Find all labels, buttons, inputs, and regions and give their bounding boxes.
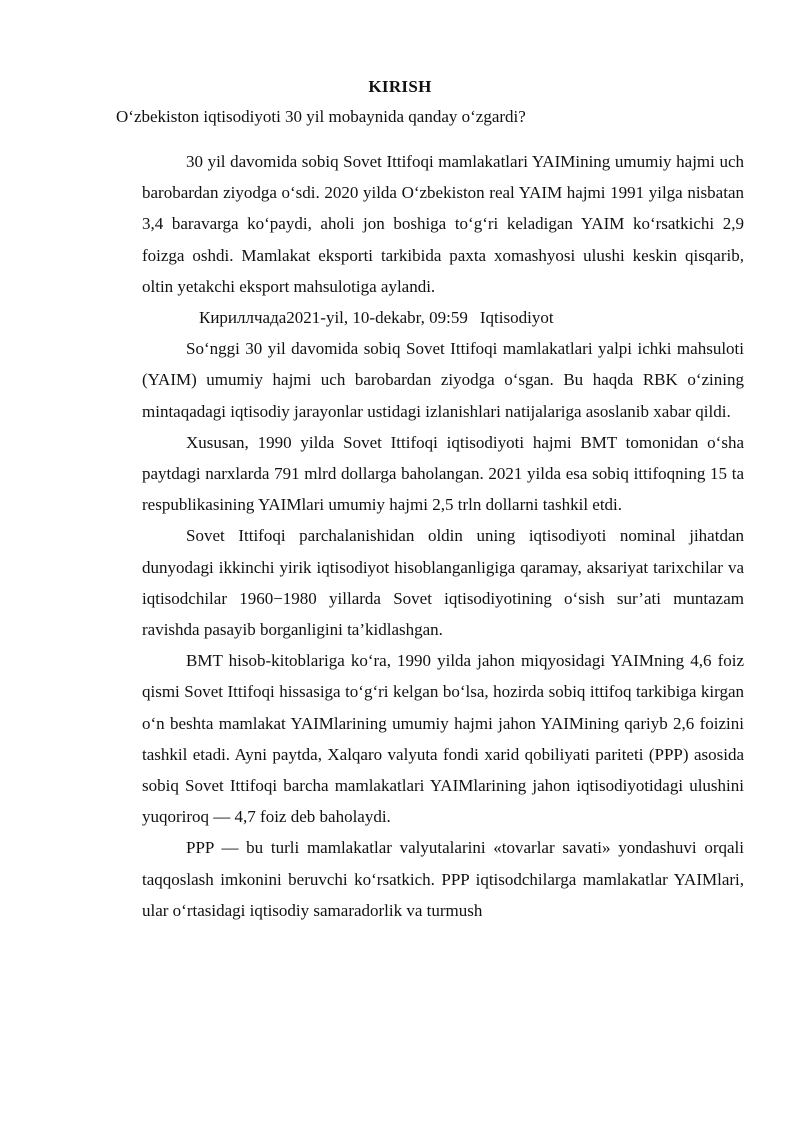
intro-paragraph: 30 yil davomida sobiq Sovet Ittifoqi mamlakatlari YAIMining umumiy hajmi uch barobardan ziyodga o‘sdi. 2020 yilda O‘zbekiston real YAIM hajmi 1991 yilga nisbatan 3,4 baravarga ko‘paydi, aholi jon boshiga to‘g‘ri keladigan YAIM ko‘rsatkichi 2,9 foizga oshdi. Mamlakat eksporti tarkibida paxta xomashyosi ulushi keskin qisqarib, oltin yetakchi eksport mahsulotiga aylandi.: [142, 152, 744, 296]
article-meta: [142, 302, 744, 333]
section-question: O‘zbekiston iqtisodiyoti 30 yil mobaynida qanday o‘zgardi?: [116, 107, 526, 126]
article-paragraph: Xususan, 1990 yilda Sovet Ittifoqi iqtisodiyoti hajmi BMT tomonidan o‘sha paytdagi narxlarda 791 mlrd dollarga baholangan. 2021 yilda esa sobiq ittifoqning 15 ta respublikasining YAIMlari umumiy hajmi 2,5 trln dollarni tashkil etdi.: [142, 432, 744, 515]
article-date: 2021-yil, 10-dekabr, 09:59: [286, 308, 468, 328]
article-paragraph: Sovet Ittifoqi parchalanishidan oldin uning iqtisodiyoti nominal jihatdan dunyodagi ikkinchi yirik iqtisodiyot hisoblanganligiga qaramay, aksariyat tarixchilar va iqtisodchilar 1960−1980 yillarda Sovet iqtisodiyotining o‘sish sur’ati muntazam ravishda pasayib borganligini ta’kidlashgan.: [142, 526, 744, 640]
document-body: [142, 146, 744, 926]
article-paragraph: So‘nggi 30 yil davomida sobiq Sovet Ittifoqi mamlakatlari yalpi ichki mahsuloti (YAIM) umumiy hajmi uch barobardan ziyodga o‘sgan. Bu haqda RBK o‘zining mintaqadagi iqtisodiy jarayonlar ustidagi izlanishlari natijalariga asoslanib xabar qildi.: [142, 339, 744, 421]
cyrillic-link[interactable]: Кириллчада: [199, 308, 287, 328]
article-paragraph: PPP — bu turli mamlakatlar valyutalarini «tovarlar savati» yondashuvi orqali taqqoslash imkonini beruvchi ko‘rsatkich. PPP iqtisodchilarga mamlakatlar YAIMlari, ular o‘rtasidagi iqtisodiy samaradorlik va turmush: [142, 838, 744, 920]
page-title: KIRISH: [368, 77, 432, 96]
article-paragraph: BMT hisob-kitoblariga ko‘ra, 1990 yilda jahon miqyosidagi YAIMning 4,6 foiz qismi Sovet Ittifoqi hissasiga to‘g‘ri kelgan bo‘lsa, hozirda sobiq ittifoq tarkibiga kirgan o‘n beshta mamlakat YAIMlarining umumiy hajmi jahon YAIMining qariyb 2,6 foizini tashkil etadi. Ayni paytda, Xalqaro valyuta fondi xarid qobiliyati pariteti (PPP) asosida sobiq Sovet Ittifoqi barcha mamlakatlari YAIMlarining jahon iqtisodiyotidagi ulushini yuqoriroq — 4,7 foiz deb baholaydi.: [142, 651, 744, 827]
article-category[interactable]: Iqtisodiyot: [479, 308, 554, 328]
